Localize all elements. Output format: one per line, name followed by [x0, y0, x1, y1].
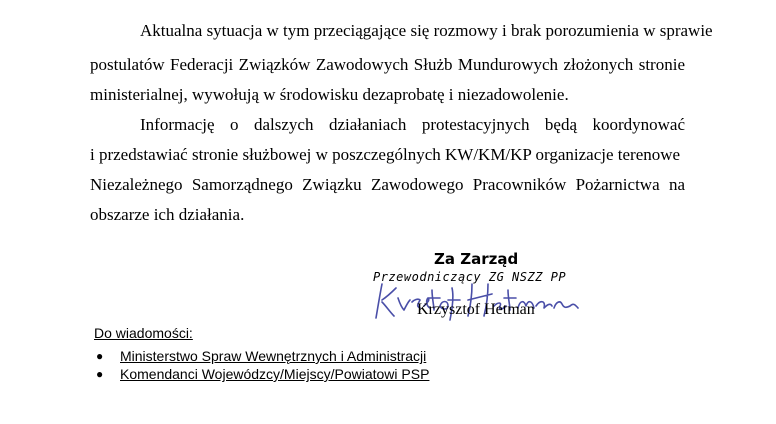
signer-position: Przewodniczący ZG NSZZ PP — [373, 270, 567, 284]
paragraph-1-line: ministerialnej, wywołują w środowisku dezaprobatę i niezadowolenie. — [90, 85, 569, 104]
paragraph-2-line: Informację o dalszych działaniach protestacyjnych będą koordynować — [140, 115, 685, 134]
paragraph-2-line: obszarze ich działania. — [90, 205, 245, 224]
paragraph-2-line: Niezależnego Samorządnego Związku Zawodowego Pracowników Pożarnictwa na — [90, 175, 685, 194]
bullet-icon: ● — [96, 367, 104, 381]
distribution-list — [94, 347, 429, 383]
signer-name: Krzysztof Hetman — [417, 301, 535, 318]
paragraph-1-line: Aktualna sytuacja w tym przeciągające się rozmowy i brak porozumienia w sprawie — [140, 21, 713, 40]
paragraph-1-line: postulatów Federacji Związków Zawodowych Służb Mundurowych złożonych stronie — [90, 55, 685, 74]
signature-heading: Za Zarząd — [434, 250, 519, 268]
list-item — [94, 347, 429, 365]
list-item — [94, 365, 429, 383]
bullet-icon: ● — [96, 349, 104, 363]
distribution-item-label: Komendanci Wojewódzcy/Miejscy/Powiatowi PSP — [120, 366, 430, 382]
distribution-item-label: Ministerstwo Spraw Wewnętrznych i Administracji — [120, 348, 427, 364]
paragraph-2-line: i przedstawiać stronie służbowej w poszczególnych KW/KM/KP organizacje terenowe — [90, 145, 681, 164]
distribution-heading: Do wiadomości: — [94, 325, 193, 341]
